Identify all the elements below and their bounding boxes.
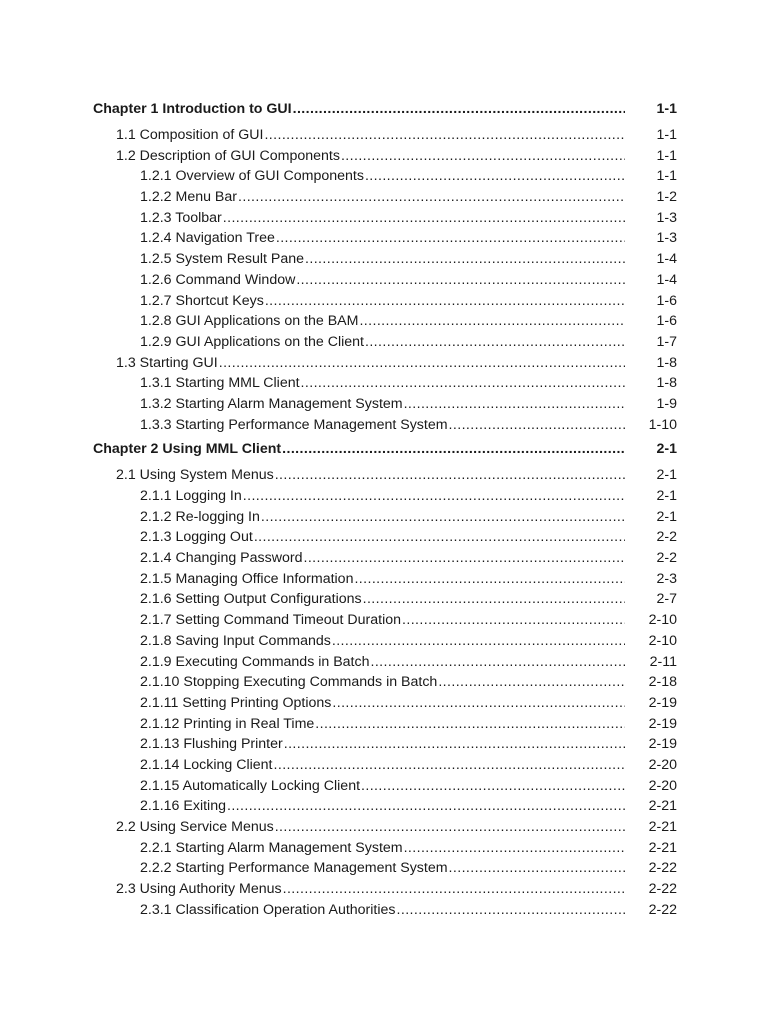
toc-subsection-entry[interactable]: [93, 776, 677, 797]
toc-page-number: 2-1: [656, 467, 677, 484]
toc-entry-title: Chapter 2 Using MML Client: [93, 441, 282, 458]
toc-entry-title: 1.2.8 GUI Applications on the BAM: [140, 313, 359, 330]
toc-entry-title: 1.2.1 Overview of GUI Components: [140, 168, 364, 185]
toc-entry-title: 2.1.11 Setting Printing Options: [140, 694, 332, 711]
dot-leader: [275, 817, 625, 838]
toc-subsection-entry[interactable]: [93, 714, 677, 735]
dot-leader: [332, 631, 625, 652]
toc-subsection-entry[interactable]: [93, 187, 677, 208]
dot-leader: [361, 776, 625, 797]
dot-leader: [404, 394, 625, 415]
dot-leader: [397, 900, 625, 921]
toc-page-number: 2-1: [656, 488, 677, 504]
toc-subsection-entry[interactable]: [93, 291, 677, 312]
dot-leader: [305, 249, 625, 270]
dot-leader: [264, 125, 625, 146]
toc-subsection-entry[interactable]: [93, 589, 677, 610]
dot-leader: [363, 589, 625, 610]
toc-entry-title: 2.1.1 Logging In: [140, 488, 242, 504]
toc-subsection-entry[interactable]: [93, 249, 677, 270]
toc-page-number: 1-8: [656, 354, 677, 371]
toc-entry-title: 2.1.9 Executing Commands in Batch: [140, 653, 370, 670]
toc-subsection-entry[interactable]: [93, 486, 677, 507]
dot-leader: [449, 858, 625, 879]
dot-leader: [315, 714, 625, 735]
toc-entry-title: 1.2.5 System Result Pane: [140, 251, 305, 268]
toc-subsection-entry[interactable]: [93, 610, 677, 631]
toc-subsection-entry[interactable]: [93, 672, 677, 693]
dot-leader: [261, 507, 625, 528]
toc-entry-title: 1.2.3 Toolbar: [140, 209, 222, 226]
dot-leader: [341, 146, 625, 167]
toc-subsection-entry[interactable]: [93, 631, 677, 652]
toc-section-entry[interactable]: [93, 465, 677, 486]
toc-page-number: 1-1: [656, 147, 677, 164]
dot-leader: [274, 755, 625, 776]
toc-entry-title: 2.1.13 Flushing Printer: [140, 736, 283, 753]
toc-page-number: 2-7: [656, 591, 677, 608]
toc-page-number: 2-19: [648, 736, 677, 753]
toc-entry-title: 1.2.7 Shortcut Keys: [140, 292, 264, 309]
toc-entry-title: 1.2.9 GUI Applications on the Client: [140, 333, 364, 350]
dot-leader: [223, 208, 625, 229]
toc-subsection-entry[interactable]: [93, 900, 677, 921]
dot-leader: [365, 332, 625, 353]
toc-page-number: 1-10: [648, 416, 677, 433]
toc-entry-title: 2.2.2 Starting Performance Management System: [140, 860, 448, 877]
toc-subsection-entry[interactable]: [93, 311, 677, 332]
toc-page-number: 2-1: [656, 441, 677, 458]
dot-leader: [254, 527, 625, 548]
toc-entry-title: 1.2.2 Menu Bar: [140, 189, 238, 206]
toc-page-number: 2-18: [648, 674, 677, 691]
toc-subsection-entry[interactable]: [93, 208, 677, 229]
toc-entry-title: 1.2.4 Navigation Tree: [140, 230, 275, 247]
toc-page-number: 2-2: [656, 529, 677, 546]
toc-subsection-entry[interactable]: [93, 858, 677, 879]
table-of-contents: [93, 99, 677, 920]
toc-entry-title: 1.3.1 Starting MML Client: [140, 375, 300, 392]
dot-leader: [219, 353, 625, 374]
toc-page-number: 2-21: [648, 819, 677, 835]
toc-chapter-section: [93, 439, 677, 920]
toc-entry-title: 2.1.15 Automatically Locking Client: [140, 777, 361, 794]
dot-leader: [238, 187, 625, 208]
dot-leader: [402, 610, 625, 631]
dot-leader: [276, 228, 625, 249]
toc-page-number: 1-3: [656, 230, 677, 247]
toc-subsection-entry[interactable]: [93, 527, 677, 548]
toc-page-number: 2-22: [648, 860, 677, 877]
toc-subsection-entry[interactable]: [93, 507, 677, 528]
toc-page-number: 2-22: [648, 901, 677, 918]
toc-page-number: 1-1: [656, 168, 677, 185]
dot-leader: [296, 270, 625, 291]
toc-page-number: 2-21: [648, 798, 677, 815]
dot-leader: [284, 734, 625, 755]
toc-page-number: 2-20: [648, 756, 677, 773]
toc-subsection-entry[interactable]: [93, 228, 677, 249]
toc-page-number: 1-6: [656, 313, 677, 330]
dot-leader: [371, 652, 626, 673]
toc-section-entry[interactable]: [93, 353, 677, 374]
toc-subsection-entry[interactable]: [93, 569, 677, 590]
toc-entry-title: 2.1.3 Logging Out: [140, 529, 253, 546]
toc-page-number: 1-4: [656, 251, 677, 268]
toc-page-number: 1-8: [656, 375, 677, 392]
toc-entry-title: 2.1 Using System Menus: [116, 467, 274, 484]
toc-entry-title: 1.3.2 Starting Alarm Management System: [140, 395, 403, 412]
toc-entry-title: 2.3 Using Authority Menus: [116, 881, 282, 898]
dot-leader: [227, 796, 625, 817]
dot-leader: [449, 415, 625, 436]
toc-entry-title: 2.1.12 Printing in Real Time: [140, 715, 315, 732]
toc-subsection-entry[interactable]: [93, 838, 677, 859]
toc-subsection-entry[interactable]: [93, 652, 677, 673]
toc-entry-title: 2.1.7 Setting Command Timeout Duration: [140, 612, 402, 629]
toc-section-entry[interactable]: [93, 879, 677, 900]
dot-leader: [283, 879, 625, 900]
toc-page-number: 2-19: [648, 694, 677, 711]
toc-subsection-entry[interactable]: [93, 270, 677, 291]
toc-page-number: 1-3: [656, 209, 677, 226]
dot-leader: [243, 486, 625, 507]
dot-leader: [354, 569, 625, 590]
dot-leader: [438, 672, 625, 693]
toc-entry-title: 2.1.6 Setting Output Configurations: [140, 591, 362, 608]
dot-leader: [282, 439, 625, 460]
toc-subsection-entry[interactable]: [93, 394, 677, 415]
toc-page-number: 2-22: [648, 881, 677, 898]
dot-leader: [365, 166, 625, 187]
dot-leader: [275, 465, 625, 486]
toc-page-number: 1-1: [656, 101, 677, 117]
toc-subsection-entry[interactable]: [93, 373, 677, 394]
toc-subsection-entry[interactable]: [93, 166, 677, 187]
dot-leader: [332, 693, 625, 714]
toc-subsection-entry[interactable]: [93, 332, 677, 353]
toc-page-number: 2-10: [648, 632, 677, 649]
toc-entry-title: 2.1.14 Locking Client: [140, 756, 273, 773]
toc-subsection-entry[interactable]: [93, 734, 677, 755]
toc-page-number: 1-1: [656, 127, 677, 143]
toc-subsection-entry[interactable]: [93, 415, 677, 436]
toc-chapter-section: [93, 99, 677, 435]
toc-entry-title: Chapter 1 Introduction to GUI: [93, 101, 292, 117]
toc-page-number: 1-6: [656, 292, 677, 309]
toc-page-number: 2-20: [648, 777, 677, 794]
dot-leader: [359, 311, 625, 332]
toc-entry-title: 1.1 Composition of GUI: [116, 127, 264, 143]
dot-leader: [301, 373, 625, 394]
dot-leader: [293, 99, 625, 120]
toc-entry-title: 1.3.3 Starting Performance Management System: [140, 416, 448, 433]
toc-subsection-entry[interactable]: [93, 693, 677, 714]
toc-section-entry[interactable]: [93, 817, 677, 838]
toc-entry-title: 2.1.10 Stopping Executing Commands in Batch: [140, 674, 438, 691]
toc-subsection-entry[interactable]: [93, 796, 677, 817]
toc-chapter-heading[interactable]: [93, 439, 677, 460]
toc-page-number: 2-2: [656, 550, 677, 567]
toc-entry-title: 2.2 Using Service Menus: [116, 819, 274, 835]
toc-entry-title: 1.2.6 Command Window: [140, 271, 296, 288]
toc-entry-title: 2.1.8 Saving Input Commands: [140, 632, 331, 649]
toc-page-number: 1-7: [656, 333, 677, 350]
toc-page-number: 2-1: [656, 508, 677, 525]
toc-entry-title: 2.1.16 Exiting: [140, 798, 226, 815]
toc-section-entry[interactable]: [93, 125, 677, 146]
toc-entry-title: 1.3 Starting GUI: [116, 354, 218, 371]
toc-page-number: 2-11: [649, 653, 677, 670]
dot-leader: [404, 838, 625, 859]
toc-entry-title: 2.1.2 Re-logging In: [140, 508, 260, 525]
toc-page-number: 2-19: [648, 715, 677, 732]
toc-page-number: 2-21: [648, 839, 677, 856]
toc-entry-title: 2.2.1 Starting Alarm Management System: [140, 839, 403, 856]
toc-page-number: 1-2: [656, 189, 677, 206]
toc-page-number: 2-10: [648, 612, 677, 629]
toc-page-number: 2-3: [656, 570, 677, 587]
toc-section-entry[interactable]: [93, 146, 677, 167]
toc-subsection-entry[interactable]: [93, 548, 677, 569]
toc-entry-title: 1.2 Description of GUI Components: [116, 147, 340, 164]
toc-entry-title: 2.3.1 Classification Operation Authorities: [140, 901, 396, 918]
toc-entry-title: 2.1.5 Managing Office Information: [140, 570, 354, 587]
toc-subsection-entry[interactable]: [93, 755, 677, 776]
dot-leader: [265, 291, 625, 312]
dot-leader: [303, 548, 625, 569]
toc-page-number: 1-4: [656, 271, 677, 288]
toc-chapter-heading[interactable]: [93, 99, 677, 120]
toc-page-number: 1-9: [656, 395, 677, 412]
toc-entry-title: 2.1.4 Changing Password: [140, 550, 303, 567]
